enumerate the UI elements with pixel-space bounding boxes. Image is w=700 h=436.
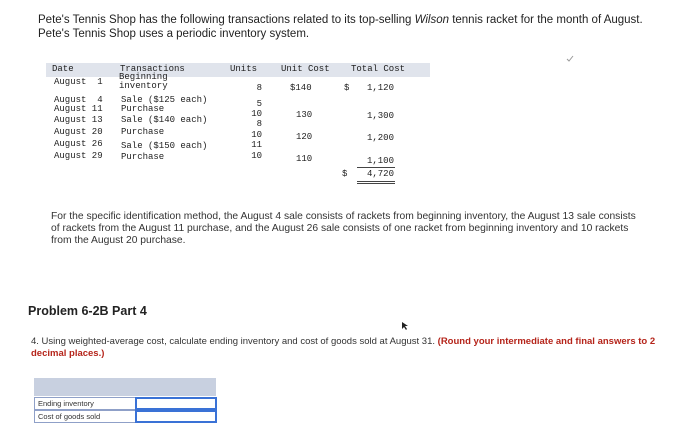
row-total: 1,300: [366, 111, 394, 121]
subtotal-rule: [357, 167, 395, 168]
intro-line-2: Pete's Tennis Shop uses a periodic inventory system.: [38, 28, 310, 40]
ending-inventory-label: Ending inventory: [38, 399, 94, 408]
row-transaction: Beginning: [119, 72, 168, 82]
row-units: 10: [251, 109, 262, 119]
row-date: August 13: [54, 115, 103, 125]
row-units: 10: [251, 151, 262, 161]
row-total: 1,100: [366, 156, 394, 166]
row-transaction-cont: inventory: [119, 81, 168, 91]
row-total: 1,200: [366, 133, 394, 143]
problem-intro: [38, 13, 678, 41]
row-date: August 11: [54, 104, 103, 114]
answer-grid-header: [34, 378, 216, 396]
answer-grid: [34, 378, 216, 424]
row-unit-cost: 130: [296, 110, 313, 120]
ending-inventory-row: [34, 397, 216, 410]
mouse-cursor-icon: [401, 321, 409, 331]
row-date: August 26: [54, 139, 103, 149]
cogs-label: Cost of goods sold: [38, 412, 101, 421]
row-unit-cost: $140: [290, 83, 312, 93]
question-rounding-note: (Round your intermediate and final answers to 2 decimal places.): [31, 336, 656, 359]
row-units: 8: [256, 83, 262, 93]
intro-line-1: Pete's Tennis Shop has the following transactions related to its top-selling Wilson tennis racket for the month of August.: [38, 14, 643, 26]
row-transaction: Purchase: [121, 152, 165, 162]
total-rule-1: [357, 181, 395, 182]
header-date: Date: [52, 64, 74, 74]
row-units: 11: [251, 140, 262, 150]
row-transaction: Purchase: [121, 104, 165, 114]
row-units: 5: [256, 99, 262, 109]
transactions-table: [46, 63, 430, 187]
check-mark-icon: [566, 55, 574, 63]
row-date: August 1: [54, 77, 103, 87]
row-transaction: Sale ($150 each): [121, 141, 208, 151]
header-transactions: Transactions: [120, 64, 185, 74]
question-4: [31, 336, 671, 360]
header-unit-cost: Unit Cost: [281, 64, 330, 74]
cogs-row: [34, 410, 216, 423]
row-unit-cost: 110: [296, 154, 313, 164]
row-dollar-sign: $: [344, 83, 350, 93]
row-date: August 4: [54, 95, 103, 105]
row-units: 10: [251, 130, 262, 140]
row-date: August 29: [54, 151, 103, 161]
row-transaction: Sale ($125 each): [121, 95, 208, 105]
ending-inventory-input[interactable]: [135, 397, 217, 410]
header-total-cost: Total Cost: [351, 64, 406, 74]
specific-identification-note: For the specific identification method, the August 4 sale consists of rackets from beginning inventory, the August 13 sale consists of rackets from the August 11 purchase, and the August 26 sale consists of one racket from beginning inventory and 10 rackets from the August 20 purchase.: [51, 211, 636, 246]
header-units: Units: [230, 64, 258, 74]
row-transaction: Purchase: [121, 127, 165, 137]
cogs-input[interactable]: [135, 410, 217, 423]
grand-total-value: 4,720: [366, 169, 394, 179]
row-total: 1,120: [366, 83, 394, 93]
problem-title: Problem 6-2B Part 4: [28, 304, 147, 318]
row-transaction: Sale ($140 each): [121, 115, 208, 125]
row-date: August 20: [54, 127, 103, 137]
row-unit-cost: 120: [296, 132, 313, 142]
row-units: 8: [256, 119, 262, 129]
question-text: 4. Using weighted-average cost, calculate ending inventory and cost of goods sold at August 31.: [31, 336, 438, 347]
grand-total-dollar-sign: $: [342, 169, 348, 179]
total-rule-2: [357, 183, 395, 184]
